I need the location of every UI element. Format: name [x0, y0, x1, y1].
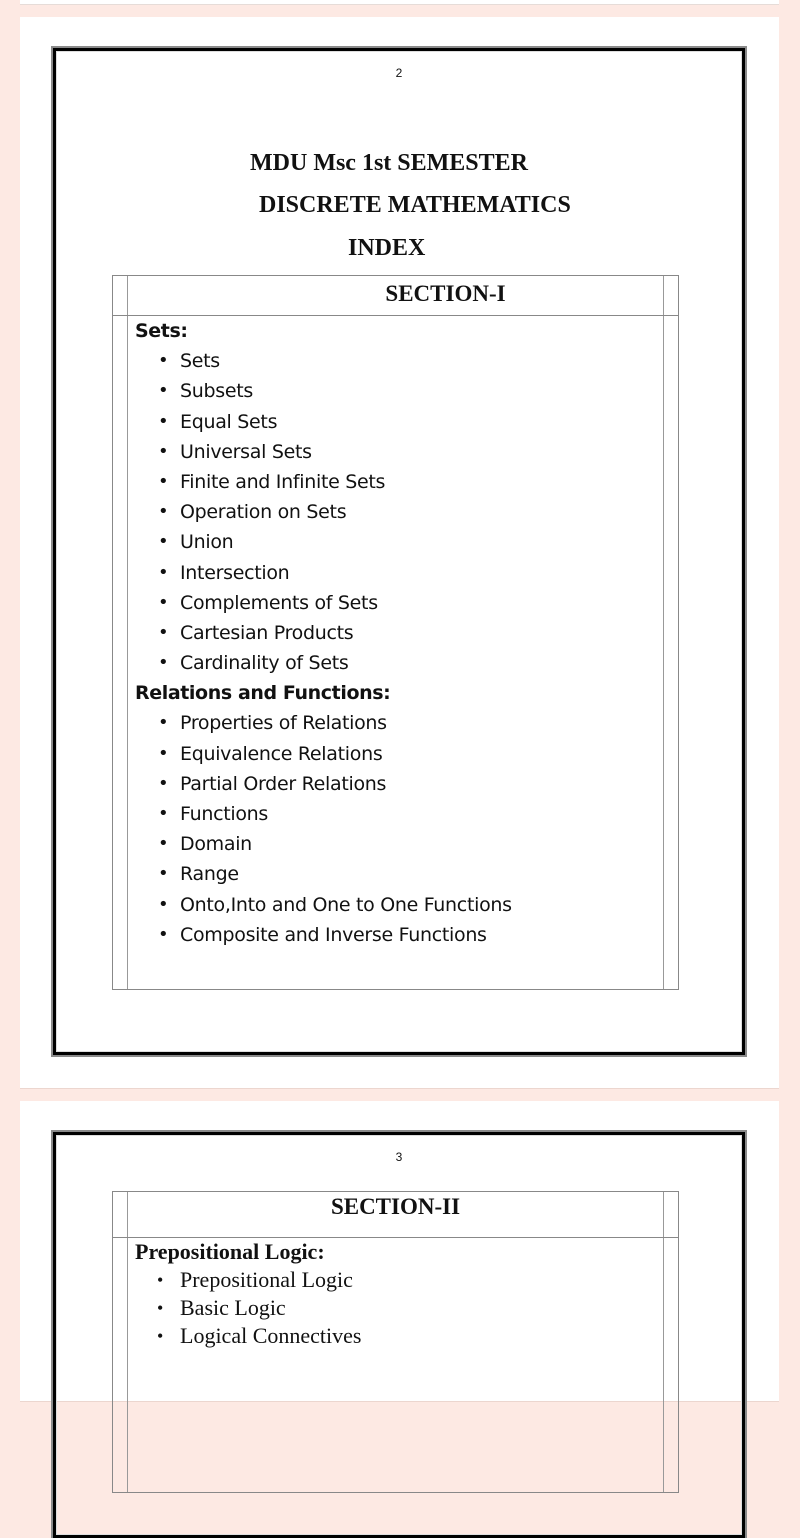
page-border-frame [53, 48, 745, 1055]
section-heading: SECTION-I [385, 281, 506, 306]
list-item [135, 346, 658, 376]
page-border-frame [53, 1132, 745, 1538]
list-item-text: Union [180, 531, 234, 554]
bullet-icon: • [158, 803, 169, 824]
bullet-icon: • [158, 863, 169, 885]
index-table [112, 275, 679, 990]
bullet-icon: • [158, 380, 169, 402]
group-label: Relations and Functions: [135, 682, 391, 705]
list-item-text: Intersection [180, 561, 290, 584]
document-page [20, 1101, 779, 1402]
list-item [135, 618, 658, 648]
list-item [135, 588, 658, 618]
list-item-text: Functions [180, 803, 269, 825]
bullet-icon: • [158, 470, 169, 492]
section-heading: SECTION-II [330, 1194, 461, 1219]
list-item-text: Universal Sets [180, 440, 312, 463]
section-body [135, 316, 658, 950]
bullet-icon: • [158, 652, 169, 674]
list-item-text: Finite and Infinite Sets [180, 470, 386, 493]
doc-title-university: MDU Msc 1st SEMESTER [250, 150, 529, 176]
list-item [135, 739, 658, 769]
list-item [135, 708, 658, 738]
page-number: 2 [395, 66, 403, 80]
bullet-icon: • [158, 350, 169, 372]
list-item [135, 407, 658, 437]
list-item [135, 829, 658, 859]
bullet-icon: • [157, 1298, 164, 1318]
list-item-text: Onto,Into and One to One Functions [180, 893, 512, 916]
list-item-text: Logical Connectives [180, 1323, 362, 1348]
list-item [135, 859, 658, 889]
list-item-text: Sets [180, 350, 220, 373]
list-item-text: Cardinality of Sets [180, 652, 349, 675]
list-item-text: Domain [180, 833, 252, 856]
bullet-icon: • [158, 440, 169, 462]
table-header-row [113, 1192, 678, 1238]
list-item-text: Complements of Sets [180, 591, 378, 614]
bullet-icon: • [158, 893, 169, 915]
list-item-text: Composite and Inverse Functions [180, 923, 487, 946]
document-page [20, 17, 779, 1089]
index-table [112, 1191, 679, 1493]
group-label: Sets: [135, 320, 188, 342]
doc-title-index: INDEX [348, 235, 426, 261]
page-number: 3 [395, 1150, 403, 1164]
list-item [135, 890, 658, 920]
bullet-icon: • [158, 772, 169, 794]
list-item-text: Cartesian Products [180, 621, 354, 644]
list-item-text: Partial Order Relations [180, 772, 387, 795]
table-header-row [113, 276, 678, 316]
bullet-icon: • [158, 591, 169, 613]
list-item-text: Properties of Relations [180, 712, 387, 735]
list-item [135, 1322, 658, 1350]
list-item-text: Basic Logic [180, 1295, 286, 1320]
table-column-line [663, 276, 664, 989]
list-item [135, 769, 658, 799]
list-item-text: Prepositional Logic [180, 1267, 353, 1292]
bullet-icon: • [158, 561, 169, 583]
list-item [135, 558, 658, 588]
section-body [135, 1238, 658, 1350]
previous-page-edge [20, 0, 779, 5]
list-item [135, 1294, 658, 1322]
list-item-text: Equal Sets [180, 410, 278, 433]
doc-title-subject: DISCRETE MATHEMATICS [259, 192, 571, 218]
bullet-icon: • [158, 621, 169, 643]
bullet-icon: • [158, 531, 169, 553]
bullet-icon: • [157, 1326, 164, 1346]
list-item [135, 920, 658, 950]
group-label: Prepositional Logic: [135, 1239, 325, 1264]
bullet-icon: • [157, 1270, 164, 1290]
bullet-icon: • [158, 410, 169, 432]
list-item [135, 648, 658, 678]
list-item [135, 437, 658, 467]
bullet-icon: • [158, 923, 169, 945]
bullet-icon: • [158, 712, 169, 734]
list-item [135, 527, 658, 557]
list-item-text: Subsets [180, 380, 254, 403]
bullet-icon: • [158, 501, 169, 523]
list-item [135, 497, 658, 527]
list-item-text: Equivalence Relations [180, 742, 383, 765]
list-item-text: Range [180, 863, 239, 886]
bullet-icon: • [158, 833, 169, 855]
table-column-line [127, 276, 128, 989]
bullet-icon: • [158, 742, 169, 764]
list-item [135, 1266, 658, 1294]
list-item-text: Operation on Sets [180, 501, 347, 524]
list-item [135, 799, 658, 829]
list-item [135, 467, 658, 497]
list-item [135, 376, 658, 406]
